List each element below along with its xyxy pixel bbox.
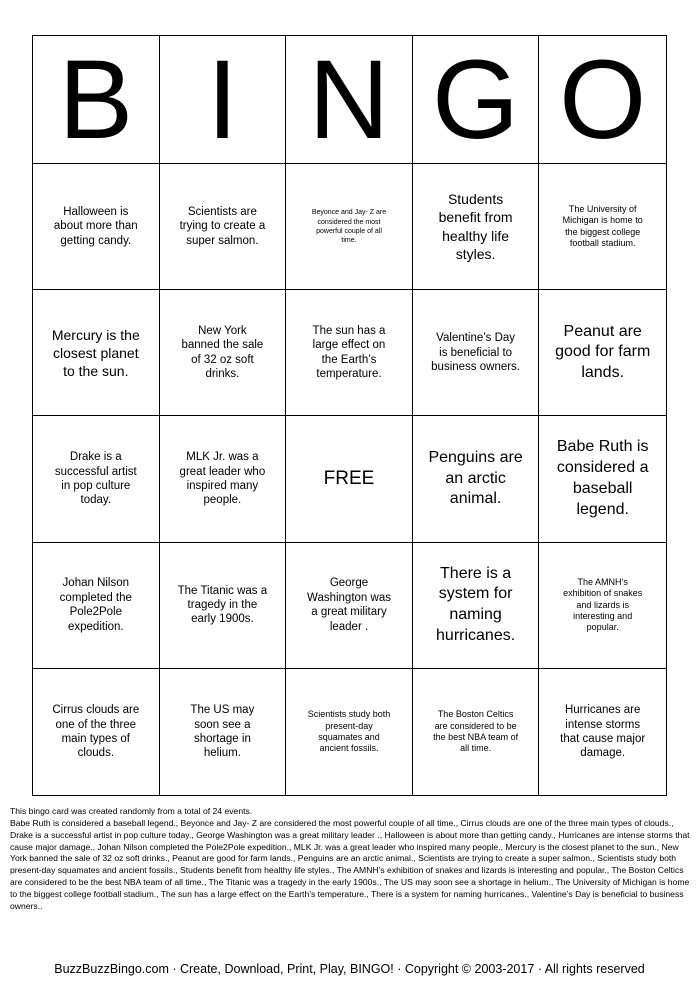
bingo-cell: Students benefit from healthy life styles. bbox=[413, 164, 540, 290]
bingo-cell: The sun has a large effect on the Earth’s temperature. bbox=[286, 290, 413, 416]
site-footer: BuzzBuzzBingo.com · Create, Download, Print, Play, BINGO! · Copyright © 2003-2017 · All rights reserved bbox=[54, 962, 645, 976]
bingo-cell: Cirrus clouds are one of the three main types of clouds. bbox=[33, 669, 160, 795]
bingo-cell: The Boston Celtics are considered to be the best NBA team of all time. bbox=[413, 669, 540, 795]
bingo-cell: Halloween is about more than getting candy. bbox=[33, 164, 160, 290]
header-letter-b: B bbox=[33, 36, 160, 164]
bingo-cell: There is a system for naming hurricanes. bbox=[413, 543, 540, 669]
bingo-cell: Beyonce and Jay- Z are considered the most powerful couple of all time. bbox=[286, 164, 413, 290]
card-description bbox=[10, 806, 690, 913]
description-intro: This bingo card was created randomly from a total of 24 events. bbox=[10, 806, 253, 816]
bingo-cell: Scientists are trying to create a super salmon. bbox=[160, 164, 287, 290]
bingo-cell: MLK Jr. was a great leader who inspired many people. bbox=[160, 416, 287, 542]
header-letter-i: I bbox=[160, 36, 287, 164]
bingo-cell: The Titanic was a tragedy in the early 1900s. bbox=[160, 543, 287, 669]
bingo-cell: Drake is a successful artist in pop culture today. bbox=[33, 416, 160, 542]
bingo-cell: The University of Michigan is home to the biggest college football stadium. bbox=[539, 164, 666, 290]
bingo-cell: Scientists study both present-day squamates and ancient fossils. bbox=[286, 669, 413, 795]
bingo-cell: Hurricanes are intense storms that cause major damage. bbox=[560, 704, 646, 760]
bingo-card bbox=[32, 35, 667, 796]
bingo-cell: Johan Nilson completed the Pole2Pole expedition. bbox=[33, 543, 160, 669]
bingo-cell: The US may soon see a shortage in helium. bbox=[160, 669, 287, 795]
bingo-cell: Babe Ruth is considered a baseball legend. bbox=[539, 416, 666, 542]
header-letter-n: N bbox=[286, 36, 413, 164]
bingo-cell: Valentine’s Day is beneficial to business owners. bbox=[413, 290, 540, 416]
header-letter-o: O bbox=[539, 36, 666, 164]
bingo-cell: Mercury is the closest planet to the sun. bbox=[33, 290, 160, 416]
free-space: FREE bbox=[286, 416, 413, 542]
bingo-cell: Penguins are an arctic animal. bbox=[413, 416, 540, 542]
bingo-cell: The AMNH’s exhibition of snakes and lizards is interesting and popular. bbox=[539, 543, 666, 669]
bingo-cell: Peanut are good for farm lands. bbox=[539, 290, 666, 416]
bingo-cell: New York banned the sale of 32 oz soft drinks. bbox=[160, 290, 287, 416]
event-list: Babe Ruth is considered a baseball legend., Beyonce and Jay- Z are considered the most powerful couple of all time., Cirrus clouds are one of the three main types of clouds., Drake is a successful artist in pop culture today., George Washington was a great military leader ., Halloween is about more than getting candy., Hurricanes are intense storms that cause major damage., Johan Nilson completed the Pole2Pole expedition., MLK Jr. was a great leader who inspired many people., Mercury is the closest planet to the sun., New York banned the sale of 32 oz soft drinks., Peanut are good for farm lands., Penguins are an arctic animal., Scientists are trying to create a super salmon., Scientists study both present-day squamates and ancient fossils., Students benefit from healthy life styles., The AMNH’s exhibition of snakes and lizards is interesting and popular., The Boston Celtics are considered to be the best NBA team of all time., The Titanic was a tragedy in the early 1900s., The US may soon see a shortage in helium., The University of Michigan is home to the biggest college football stadium., The sun has a large effect on the Earth’s temperature., There is a system for naming hurricanes., Valentine’s Day is beneficial to business owners.. bbox=[10, 817, 690, 911]
bingo-cell: George Washington was a great military leader . bbox=[286, 543, 413, 669]
header-letter-g: G bbox=[413, 36, 540, 164]
